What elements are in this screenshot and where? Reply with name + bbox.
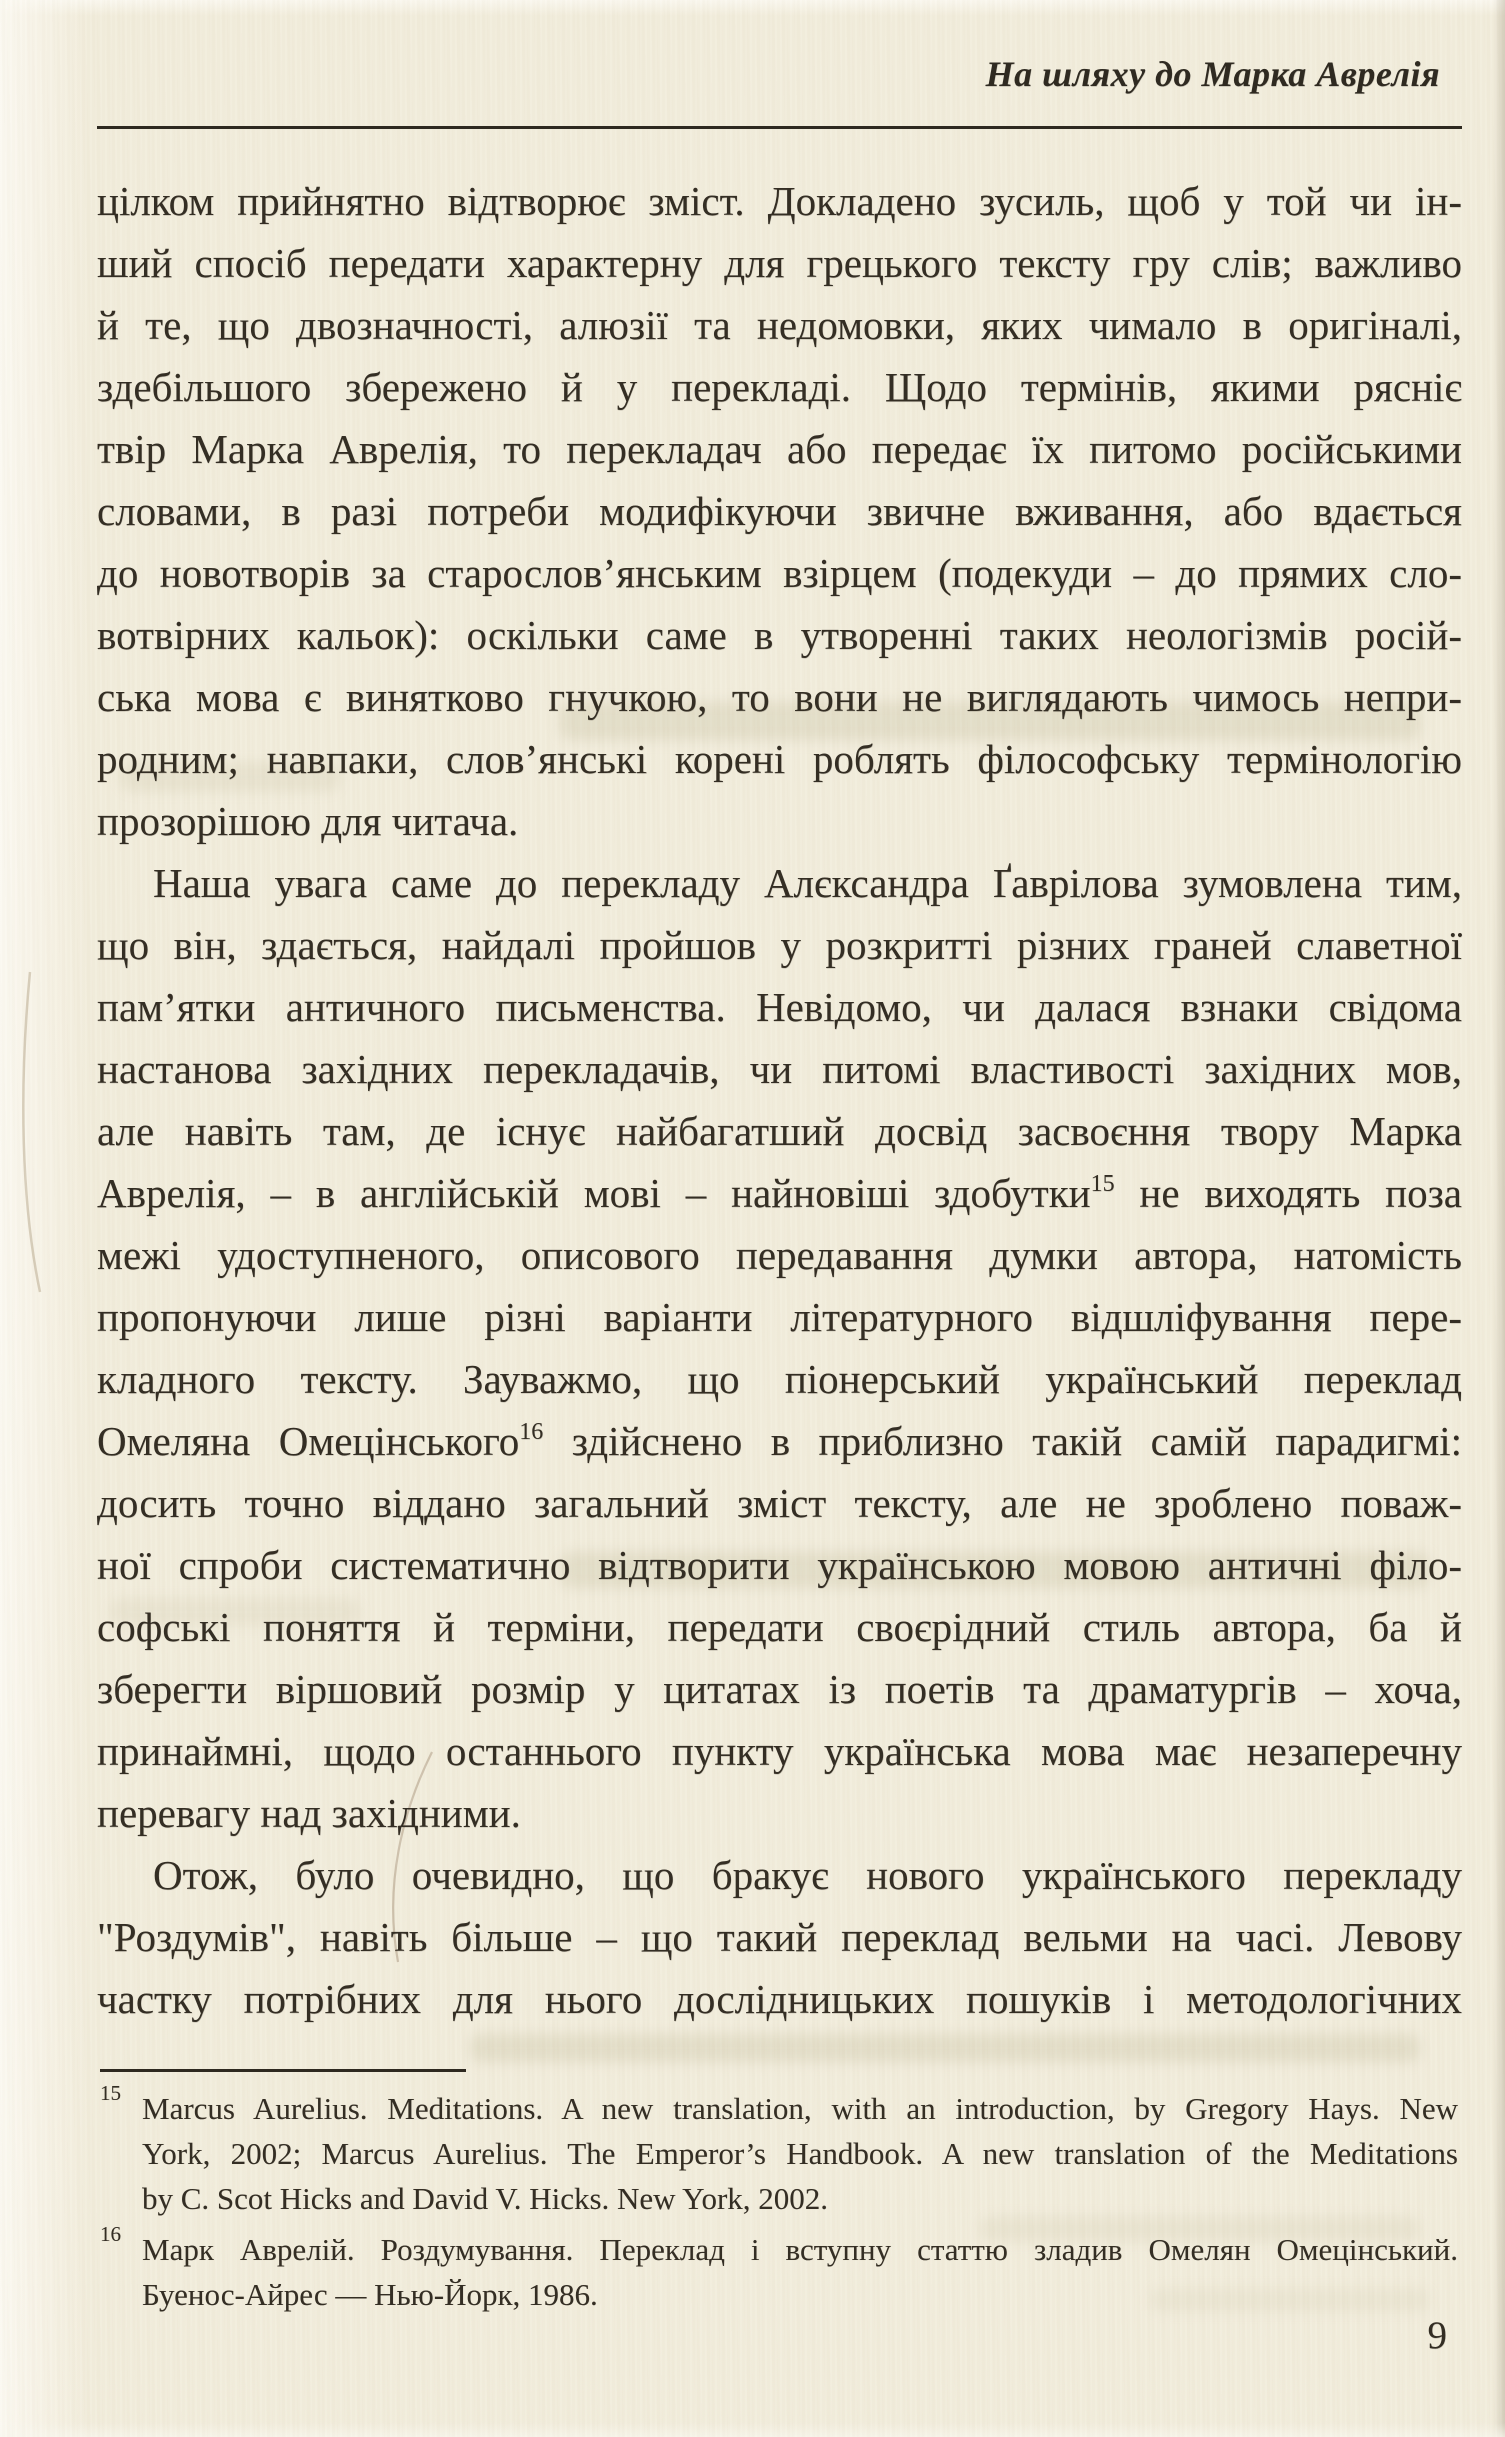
text-line: Омеляна Омецінського$^{16}$ здійснено в приблизно такій самій парадигмі: <box>97 1418 1462 1464</box>
text-line: ська мова є винятково гнучкою, то вони не виглядають чимось непри- <box>97 674 1462 720</box>
text-line: до новотворів за старослов’янським взірцем (подекуди – до прямих сло- <box>97 550 1462 596</box>
text-line: настанова західних перекладачів, чи питомі властивості західних мов, <box>97 1046 1462 1092</box>
footnote-ref: 15 <box>1090 1171 1115 1197</box>
footnote <box>100 2081 1458 2221</box>
text-line: й те, що двозначності, алюзії та недомовки, яких чимало в оригіналі, <box>97 302 1462 348</box>
footnote-marker: 16 <box>100 2222 121 2246</box>
text-line: межі удоступненого, описового передавання думки автора, натомість <box>97 1232 1462 1278</box>
text-line: але навіть там, де існує найбагатший досвід засвоєння твору Марка <box>97 1108 1462 1154</box>
page-edge-shadow-right <box>1493 0 1505 2437</box>
text-line: кладного тексту. Зауважмо, що піонерський український переклад <box>97 1356 1462 1402</box>
text-line: ший спосіб передати характерну для грецького тексту гру слів; важливо <box>97 240 1462 286</box>
text-line: зберегти віршовий розмір у цитатах із поетів та драматургів – хоча, <box>97 1666 1462 1712</box>
page-edge-highlight-left <box>0 0 88 2437</box>
text-line: пропонуючи лише різні варіанти літературного відшліфування пере- <box>97 1294 1462 1340</box>
footnote-marker: 15 <box>100 2081 121 2105</box>
text-line: Наша увага саме до перекладу Алєксандра Ґаврілова зумовлена тим, <box>153 860 1462 906</box>
header-rule <box>97 126 1462 129</box>
text-line: пам’ятки античного письменства. Невідомо, чи далася взнаки свідома <box>97 984 1462 1030</box>
text-line: частку потрібних для нього дослідницьких пошуків і методологічних <box>97 1976 1462 2022</box>
body-text <box>97 170 1462 2030</box>
text-line: перевагу над західними. <box>97 1790 521 1836</box>
page-edge-highlight-bottom <box>0 2423 1505 2437</box>
footnote-line: York, 2002; Marcus Aurelius. The Emperor’s Handbook. A new translation of the Meditations <box>142 2136 1458 2171</box>
text-line: Аврелія, – в англійській мові – найновіші здобутки$^{15}$ не виходять поза <box>97 1170 1462 1216</box>
footnote <box>100 2222 1458 2317</box>
text-line: родним; навпаки, слов’янські корені роблять філософську термінологію <box>97 736 1462 782</box>
page-edge-highlight-top <box>0 0 1505 16</box>
text-line: цілком прийнятно відтворює зміст. Докладено зусиль, щоб у той чи ін- <box>97 178 1462 224</box>
footnote-line: by C. Scot Hicks and David V. Hicks. New York, 2002. <box>142 2181 829 2216</box>
running-header: На шляху до Марка Аврелія <box>985 54 1440 94</box>
text-line: досить точно віддано загальний зміст тексту, але не зроблено поваж- <box>97 1480 1462 1526</box>
text-line: Отож, було очевидно, що бракує нового українського перекладу <box>153 1852 1462 1898</box>
footnote-line: Marcus Aurelius. Meditations. A new translation, with an introduction, by Gregory Hays. New <box>142 2091 1458 2126</box>
text-line: принаймні, щодо останнього пункту українська мова має незаперечну <box>97 1728 1462 1774</box>
footnote-line: Марк Аврелій. Роздумування. Переклад і вступну статтю зладив Омелян Омецінський. <box>142 2232 1458 2267</box>
text-line: ної спроби систематично відтворити українською мовою античні філо- <box>97 1542 1462 1588</box>
text-line: "Роздумів", навіть більше – що такий переклад вельми на часі. Левову <box>97 1914 1462 1960</box>
text-line: твір Марка Аврелія, то перекладач або передає їх питомо російськими <box>97 426 1462 472</box>
text-line: що він, здається, найдалі пройшов у розкритті різних граней славетної <box>97 922 1462 968</box>
text-line: словами, в разі потреби модифікуючи звичне вживання, або вдається <box>97 488 1462 534</box>
footnote-separator <box>100 2069 466 2072</box>
text-line: вотвірних кальок): оскільки саме в утворенні таких неологізмів росій- <box>97 612 1462 658</box>
footnote-ref: 16 <box>519 1419 544 1445</box>
bleedthrough-artifact <box>470 2034 1420 2062</box>
footnote-line: Буенос-Айрес — Нью-Йорк, 1986. <box>142 2277 598 2312</box>
text-line: прозорішою для читача. <box>97 798 519 844</box>
text-line: здебільшого збережено й у перекладі. Щодо термінів, якими рясніє <box>97 364 1462 410</box>
text-line: софські поняття й терміни, передати своєрідний стиль автора, ба й <box>97 1604 1462 1650</box>
footnotes <box>100 2081 1458 2317</box>
page-number: 9 <box>1427 2314 1447 2357</box>
